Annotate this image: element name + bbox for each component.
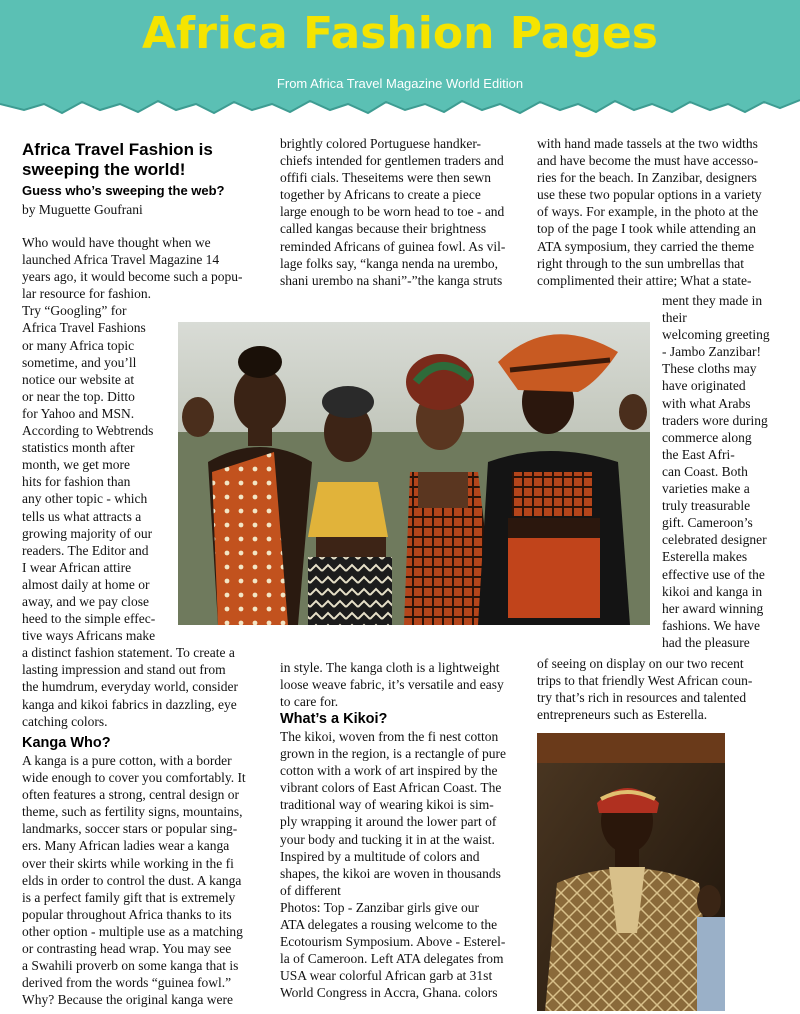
text-line: can Coast. Both [662,463,748,479]
text-line: to care for. [280,694,339,710]
text-line: have originated [662,378,746,394]
text-line: Photos: Top - Zanzibar girls give our [280,900,480,915]
text-line: your body and tucking it in at the waist. [280,831,495,847]
text-line: chiefs intended for gentlemen traders and [280,153,504,169]
text-line: USA wear colorful African garb at 31st [280,968,493,984]
text-line: loose weave fabric, it’s versatile and easy [280,677,504,693]
kanga-heading: Kanga Who? [22,735,111,751]
text-line: elds in order to control the dust. A kanga [22,872,242,888]
text-line: for Yahoo and MSN. [22,405,135,421]
text-line: called kangas because their brightness [280,221,487,237]
text-line: reminded Africans of guinea fowl. As vil- [280,238,506,254]
text-line: traders wore during [662,412,768,428]
text-line: heed to the simple effec- [22,611,156,627]
column3-side [662,292,800,651]
text-line: over their skirts while working in the fi [22,855,234,871]
article-subheadline: Guess who’s sweeping the web? [22,183,225,198]
text-line: tells us what attracts a [22,508,142,524]
text-line: grown in the region, is a rectangle of pure [280,746,507,762]
text-line: the East Afri- [662,446,735,462]
text-line: top of the page I took while attending an [537,221,756,237]
text-line: Inspired by a multitude of colors and [280,848,480,864]
text-line: or many Africa topic [22,337,135,353]
text-line: ply wrapping it around the lower part of [280,814,497,830]
text-line: a distinct fashion statement. To create a [22,645,235,661]
text-line: ATA symposium, they carried the theme [537,238,755,254]
text-line: any other topic - which [22,491,148,507]
text-line: complimented their attire; What a state- [537,272,752,288]
group-photo [178,322,650,625]
text-line: ries for the beach. In Zanzibar, designers [537,170,757,186]
text-line: statistics month after [22,440,135,456]
text-line: Who would have thought when we [22,235,211,250]
column2-bottom [280,659,535,710]
text-line: welcoming greeting [662,327,770,343]
text-line: According to Webtrends [22,423,154,439]
text-line: sometime, and you’ll [22,354,137,370]
column3-top [537,135,799,289]
text-line: had the pleasure [662,634,750,650]
text-line: and have become the must have accesso- [537,153,759,169]
text-line: of different [280,882,341,898]
text-line: World Congress in Accra, Ghana. colors [280,985,498,1001]
text-line: with hand made tassels at the two widths [537,136,758,151]
text-line: is a perfect family gift that is extremely [22,889,236,905]
text-line: landmarks, soccer stars or popular sing- [22,821,238,837]
text-line: ATA delegates a rousing welcome to the [280,917,498,933]
text-line: hits for fashion than [22,474,131,490]
text-line: lage folks say, “kanga nenda na urembo, [280,255,499,271]
text-line: fashions. We have [662,617,761,633]
text-line: lasting impression and stand out from [22,662,226,678]
text-line: tive ways Africans make [22,628,156,644]
text-line: la of Cameroon. Left ATA delegates from [280,951,504,967]
text-line: brightly colored Portuguese handker- [280,136,482,151]
text-line: truly treasurable [662,498,751,514]
text-line: vibrant colors of East African Coast. The [280,780,502,796]
text-line: gift. Cameroon’s [662,515,753,531]
column2-top [280,135,535,289]
text-line: I wear African attire [22,559,132,575]
header-banner [0,0,800,118]
text-line: almost daily at home or [22,576,150,592]
text-line: - Jambo Zanzibar! [662,344,761,360]
kanga-body [22,752,277,1008]
page-title: Africa Fashion Pages [142,8,658,59]
text-line: catching colors. [22,713,108,729]
text-line: varieties make a [662,481,750,497]
text-line: a Swahili proverb on some kanga that is [22,958,239,974]
text-line: launched Africa Travel Magazine 14 [22,252,220,268]
text-line: kanga and kikoi fabrics in dazzling, eye [22,696,237,712]
text-line: with what Arabs [662,395,751,411]
text-line: of ways. For example, in the photo at the [537,204,759,220]
text-line: use these two popular options in a variety [537,187,762,203]
text-line: shani urembo na shani”-”the kanga struts [280,272,503,288]
text-line: commerce along [662,429,752,445]
text-line: growing majority of our [22,525,153,541]
text-line: The kikoi, woven from the fi nest cotton [280,729,499,744]
column3-bottom [537,655,799,723]
text-line: their [662,310,687,326]
text-line: notice our website at [22,371,135,387]
text-line: cotton with a work of art inspired by the [280,763,498,779]
text-line: theme, such as fertility signs, mountains, [22,804,243,820]
designer-photo [537,733,725,1011]
text-line: popular throughout Africa thanks to its [22,906,232,922]
text-line: lar resource for fashion. [22,286,151,302]
text-line: trips to that friendly West African coun- [537,673,753,689]
text-line: entrepreneurs such as Esterella. [537,707,708,723]
text-line: away, and we pay close [22,593,149,609]
text-line: ers. Many African ladies wear a kanga [22,838,230,854]
page-subtitle: From Africa Travel Magazine World Edition [276,76,524,91]
text-line: other option - multiple use as a matching [22,923,243,939]
photo-caption [280,899,535,1002]
text-line: often features a strong, central design or [22,787,240,803]
text-line: her award winning [662,600,764,616]
text-line: ment they made in [662,293,763,308]
text-line: of seeing on display on our two recent [537,656,744,671]
text-line: years ago, it would become such a popu- [22,269,243,285]
text-line: Esterella makes [662,549,748,565]
text-line: or near the top. Ditto [22,388,135,404]
text-line: offifi cials. Theseitems were then sewn [280,170,491,186]
text-line: right through to the sun umbrellas that [537,255,744,271]
text-line: kikoi and kanga in [662,583,763,599]
text-line: Try “Googling” for [22,303,127,319]
text-line: try that’s rich in resources and talented [537,690,747,706]
text-line: in style. The kanga cloth is a lightweight [280,660,500,675]
text-line: month, we get more [22,457,130,473]
text-line: celebrated designer [662,532,767,548]
text-line: wide enough to cover you comfortably. It [22,770,246,786]
text-line: Africa Travel Fashions [22,320,146,336]
text-line: shapes, the kikoi are woven in thousands [280,865,501,881]
text-line: together by Africans to create a piece [280,187,481,203]
text-line: A kanga is a pure cotton, with a border [22,753,232,768]
text-line: the humdrum, everyday world, consider [22,679,238,695]
text-line: effective use of the [662,566,765,582]
article-headline: Africa Travel Fashion is sweeping the world! [22,140,213,179]
text-line: derived from the words “guinea fowl.” [22,975,232,991]
text-line: readers. The Editor and [22,542,149,558]
text-line: or contrasting head wrap. You may see [22,941,232,957]
text-line: traditional way of wearing kikoi is sim- [280,797,494,813]
text-line: These cloths may [662,361,757,377]
kikoi-heading: What’s a Kikoi? [280,711,388,727]
text-line: large enough to be worn head to toe - and [280,204,505,220]
byline: by Muguette Goufrani [22,202,143,217]
text-line: Why? Because the original kanga were [22,992,234,1008]
text-line: Ecotourism Symposium. Above - Esterel- [280,934,506,950]
kikoi-body [280,728,535,899]
